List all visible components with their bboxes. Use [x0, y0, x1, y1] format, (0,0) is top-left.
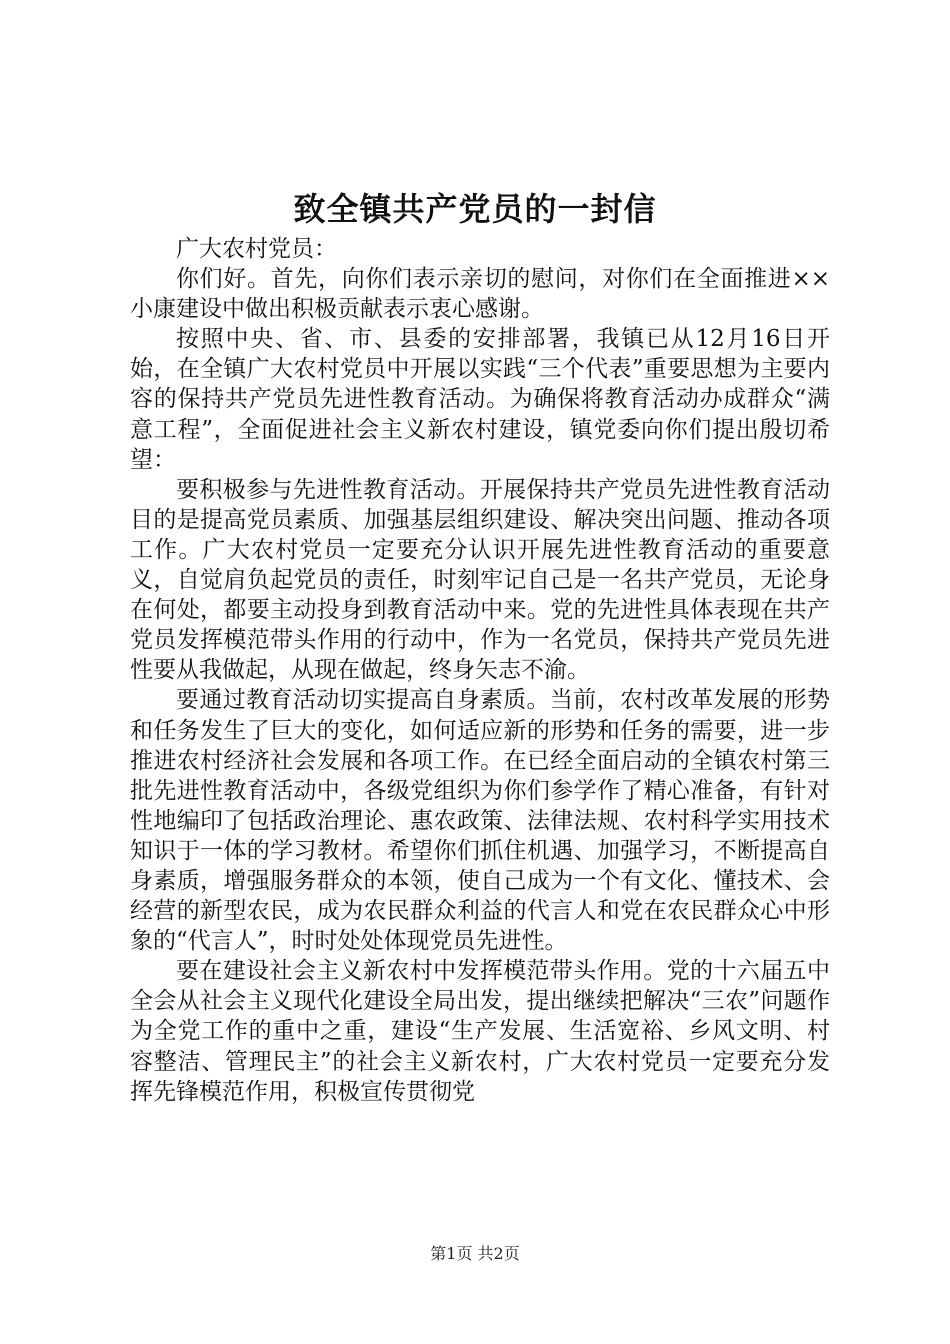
document-title: 致全镇共产党员的一封信 [293, 190, 657, 228]
document-body [130, 234, 830, 1107]
paragraph-self-improvement: 要通过教育活动切实提高自身素质。当前，农村改革发展的形势和任务发生了巨大的变化，如何适应新的形势和任务的需要，进一步推进农村经济社会发展和各项工作。在已经全面启动的全镇农村第三批先进性教育活动中，各级党组织为你们参学作了精心准备，有针对性地编印了包括政治理论、惠农政策、法律法规、农村科学实用技术知识于一体的学习教材。希望你们抓住机遇、加强学习，不断提高自身素质，增强服务群众的本领，使自己成为一个有文化、懂技术、会经营的新型农民，成为农民群众利益的代言人和党在农民群众心中形象的“代言人”，时时处处体现党员先进性。 [130, 687, 830, 955]
paragraph-participation: 要积极参与先进性教育活动。开展保持共产党员先进性教育活动目的是提高党员素质、加强基层组织建设、解决突出问题、推动各项工作。广大农村党员一定要充分认识开展先进性教育活动的重要意义，自觉肩负起党员的责任，时刻牢记自己是一名共产党员，无论身在何处，都要主动投身到教育活动中来。党的先进性具体表现在共产党员发挥模范带头作用的行动中，作为一名党员，保持共产党员先进性要从我做起，从现在做起，终身矢志不渝。 [130, 476, 830, 684]
page-number-footer: 第1页 共2页 [430, 1244, 520, 1263]
paragraph-intro: 按照中央、省、市、县委的安排部署，我镇已从12月16日开始，在全镇广大农村党员中开展以实践“三个代表”重要思想为主要内容的保持共产党员先进性教育活动。为确保将教育活动办成群众“满意工程”，全面促进社会主义新农村建设，镇党委向你们提出殷切希望： [130, 326, 830, 473]
paragraph-new-countryside: 要在建设社会主义新农村中发挥模范带头作用。党的十六届五中全会从社会主义现代化建设全局出发，提出继续把解决“三农”问题作为全党工作的重中之重，建设“生产发展、生活宽裕、乡风文明、村容整洁、管理民主”的社会主义新农村，广大农村党员一定要充分发挥先锋模范作用，积极宣传贯彻党 [130, 958, 830, 1105]
paragraph-greeting-reply: 你们好。首先，向你们表示亲切的慰问，对你们在全面推进××小康建设中做出积极贡献表示衷心感谢。 [130, 266, 830, 323]
greeting: 广大农村党员： [176, 236, 337, 262]
